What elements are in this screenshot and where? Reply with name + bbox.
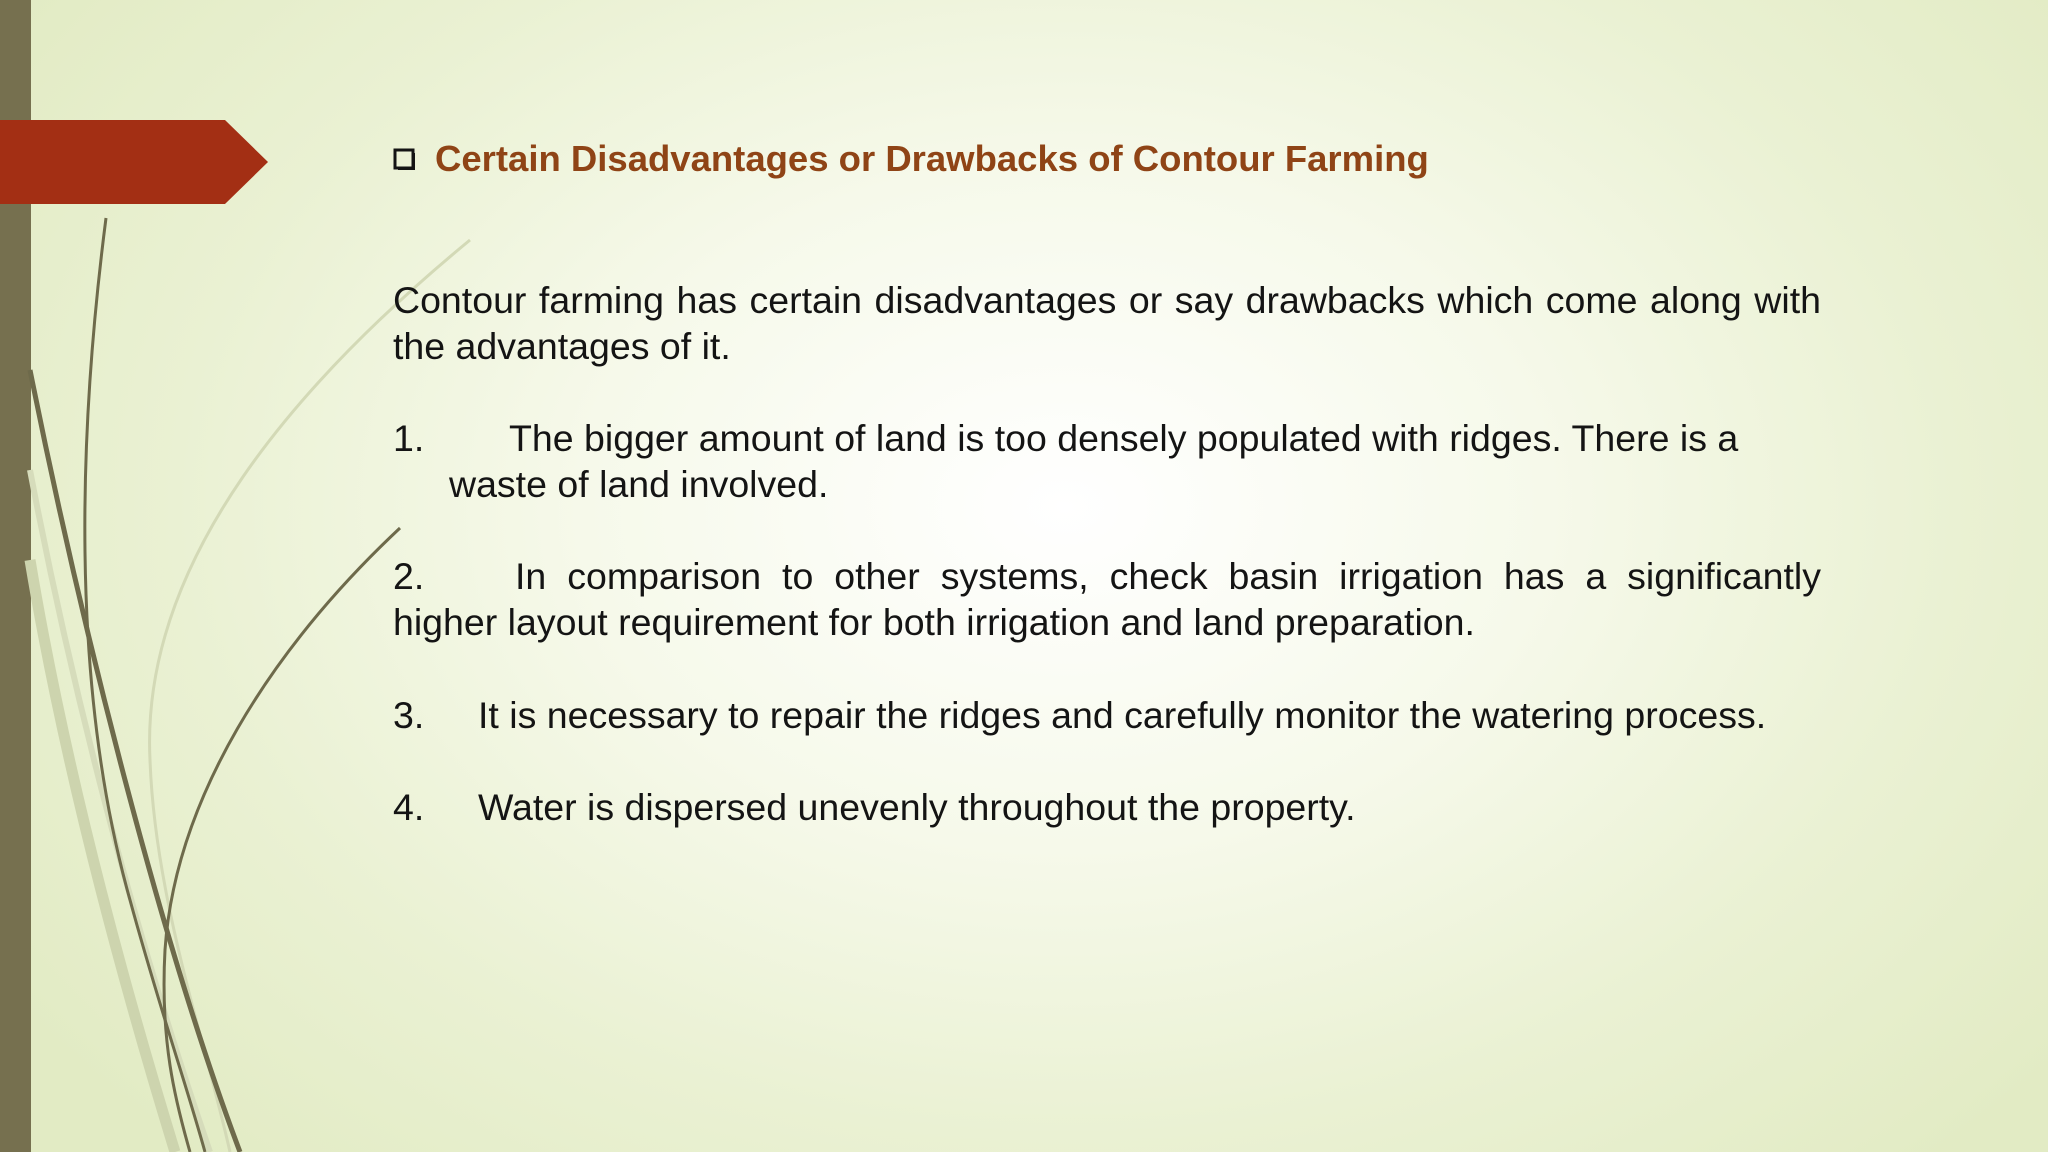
arrow-banner xyxy=(0,120,268,204)
list-item-text: The bigger amount of land is too densely populated with ridges. There is a xyxy=(509,417,1739,459)
intro-paragraph: Contour farming has certain disadvantages or say drawbacks which come along with the advantages of it. xyxy=(393,279,1821,367)
title-row xyxy=(393,138,1429,180)
list-number: 4. xyxy=(393,786,425,828)
slide-title: Certain Disadvantages or Drawbacks of Contour Farming xyxy=(435,138,1429,179)
list-item-text: Water is dispersed unevenly throughout the property. xyxy=(478,786,1356,828)
list-item-3 xyxy=(393,692,1821,738)
list-item-1-line-1 xyxy=(393,415,1821,461)
list-item-2 xyxy=(393,553,1821,645)
list-item-1-line-2: waste of land involved. xyxy=(449,463,829,505)
hollow-square-bullet-icon xyxy=(393,148,415,170)
list-item-4 xyxy=(393,784,1821,830)
list-item-text: It is necessary to repair the ridges and carefully monitor the watering process. xyxy=(478,694,1767,736)
list-number: 3. xyxy=(393,694,425,736)
list-number: 1. xyxy=(393,417,425,459)
list-item-text: In comparison to other systems, check basin irrigation has a significantly higher layout requirement for both irrigation and land preparation. xyxy=(393,555,1821,643)
list-number: 2. xyxy=(393,555,425,597)
